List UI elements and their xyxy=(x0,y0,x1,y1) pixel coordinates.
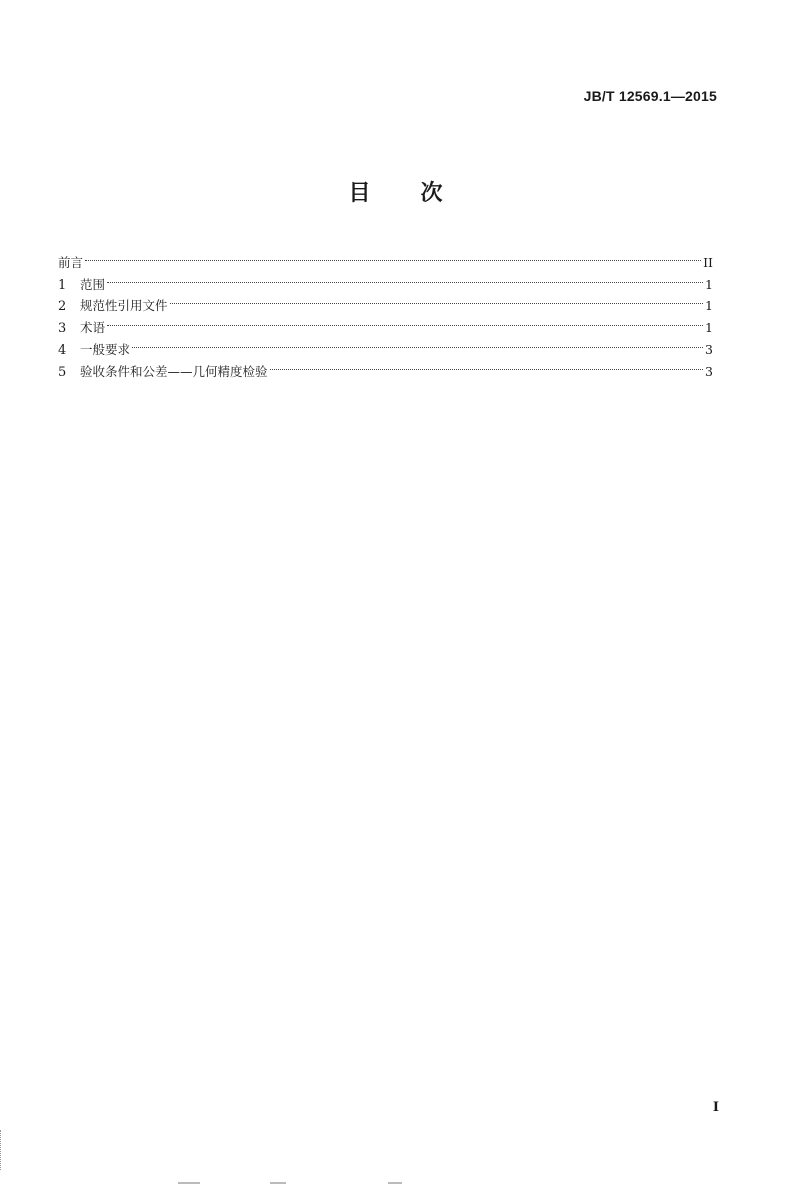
toc-entry-number: 5 xyxy=(58,364,67,380)
toc-entry-label: 规范性引用文件 xyxy=(80,298,168,314)
toc-entry-page: 3 xyxy=(705,363,713,379)
toc-entry-number: 1 xyxy=(58,277,67,293)
toc-title-char-1: 目 xyxy=(348,181,373,206)
toc-leader-dots xyxy=(107,310,703,332)
toc-entry-label: 前言 xyxy=(58,254,84,270)
toc-entry-acceptance-conditions[interactable] xyxy=(58,354,713,380)
toc-entry-number: 3 xyxy=(58,321,67,337)
toc-title xyxy=(0,176,793,207)
page-number: I xyxy=(712,1100,719,1115)
toc-entry-normative-references[interactable] xyxy=(58,289,713,315)
toc-entry-page: 1 xyxy=(705,320,713,336)
scan-mark xyxy=(388,1182,402,1184)
toc-entry-label: 一般要求 xyxy=(80,341,131,357)
toc-entry-page: II xyxy=(703,254,713,270)
toc-leader-dots xyxy=(170,289,704,311)
scan-margin-mark xyxy=(0,1130,4,1170)
scan-bottom-marks xyxy=(170,1182,410,1186)
toc-leader-dots xyxy=(132,332,703,354)
toc-entry-page: 3 xyxy=(705,341,713,357)
toc-list xyxy=(58,245,713,380)
toc-leader-dots xyxy=(270,354,704,376)
toc-entry-terms[interactable] xyxy=(58,310,713,337)
toc-entry-foreword[interactable] xyxy=(58,245,713,270)
toc-entry-label: 术语 xyxy=(80,320,106,336)
toc-entry-number: 4 xyxy=(58,342,67,358)
toc-entry-label: 范围 xyxy=(80,276,106,292)
toc-entry-number: 2 xyxy=(58,299,67,315)
scan-mark xyxy=(178,1182,200,1184)
toc-title-char-2: 次 xyxy=(420,181,445,206)
standard-code: JB/T 12569.1—2015 xyxy=(583,88,717,104)
toc-leader-dots xyxy=(85,245,701,267)
toc-entry-page: 1 xyxy=(705,298,713,314)
scan-mark xyxy=(270,1182,286,1184)
toc-leader-dots xyxy=(107,267,703,289)
toc-entry-label: 验收条件和公差——几何精度检验 xyxy=(80,363,268,379)
toc-entry-scope[interactable] xyxy=(58,267,713,293)
toc-entry-general-requirements[interactable] xyxy=(58,332,713,358)
toc-entry-page: 1 xyxy=(705,276,713,292)
